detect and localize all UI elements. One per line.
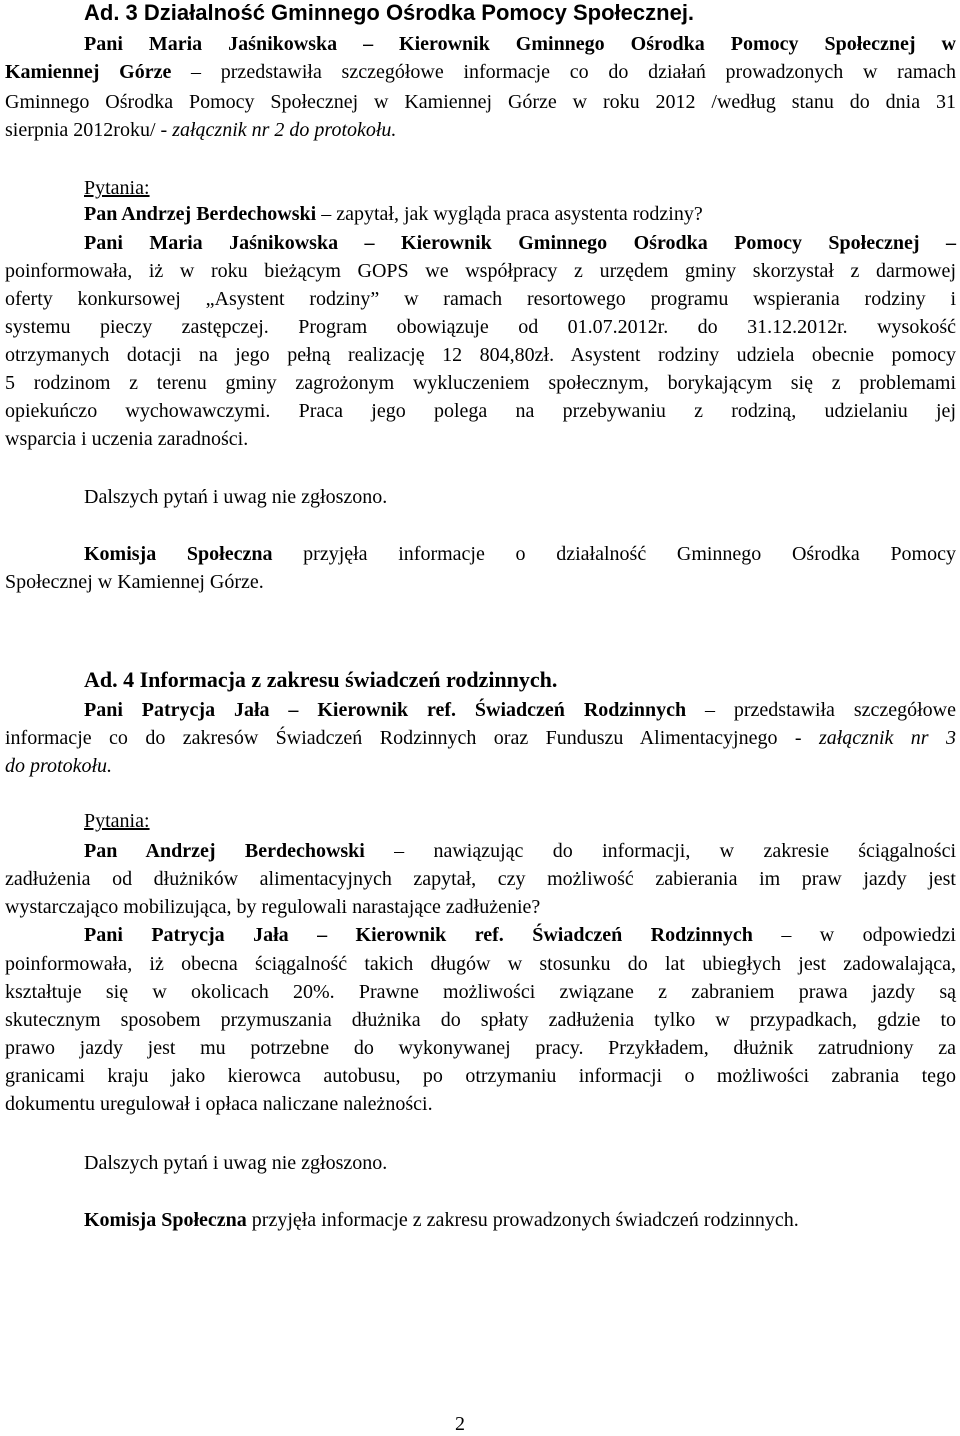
question-line: Pan Andrzej Berdechowski – nawiązując do informacji, w zakresie ściągalności bbox=[84, 840, 957, 862]
speaker-name: Pani Maria Jaśnikowska – Kierownik Gminnego Ośrodka Pomocy Społecznej w bbox=[84, 33, 956, 55]
speaker-name: Pani Patrycja Jała – Kierownik ref. Świadczeń Rodzinnych bbox=[84, 924, 753, 946]
no-more-questions: Dalszych pytań i uwag nie zgłoszono. bbox=[84, 486, 388, 508]
speaker-line bbox=[84, 30, 956, 58]
questions-label: Pytania: bbox=[84, 177, 150, 199]
speaker-line: Pani Patrycja Jała – Kierownik ref. Świadczeń Rodzinnych – w odpowiedzi bbox=[84, 924, 956, 946]
commission-decision: Komisja Społeczna przyjęła informacje z zakresu prowadzonych świadczeń rodzinnych. bbox=[84, 1209, 799, 1231]
speaker-name: Pani Patrycja Jała – Kierownik ref. Świadczeń Rodzinnych bbox=[84, 699, 687, 721]
paragraph-line: zadłużenia od dłużników alimentacyjnych zapytał, czy możliwość zabierania im praw jazdy jest bbox=[5, 868, 956, 890]
attachment-reference: do protokołu. bbox=[5, 755, 113, 777]
paragraph-line: oferty konkursowej „Asystent rodziny” w ramach resortowego programu wspierania rodziny i bbox=[5, 288, 956, 310]
commission-name: Komisja Społeczna bbox=[84, 1209, 247, 1231]
paragraph-line: otrzymanych dotacji na jego pełną realizację 12 804,80zł. Asystent rodziny udziela obecnie pomocy bbox=[5, 344, 956, 366]
paragraph-line: granicami kraju jako kierowca autobusu, po otrzymaniu informacji o możliwości zabrania tego bbox=[5, 1065, 956, 1087]
attachment-reference: załącznik nr 3 bbox=[818, 727, 957, 749]
paragraph-line: poinformowała, iż w roku bieżącym GOPS we współpracy z urzędem gminy skorzystał z darmowej bbox=[5, 260, 956, 282]
speaker-name: Pan Andrzej Berdechowski bbox=[84, 203, 317, 225]
attachment-reference: załącznik nr 2 do protokołu. bbox=[172, 119, 397, 141]
paragraph-line: wystarczająco mobilizująca, by regulowali narastające zadłużenie? bbox=[5, 896, 541, 918]
commission-name: Komisja Społeczna bbox=[84, 543, 273, 565]
paragraph-line: sierpnia 2012roku/ - załącznik nr 2 do protokołu. bbox=[5, 119, 397, 141]
page-number: 2 bbox=[455, 1413, 465, 1435]
speaker-line: Pani Patrycja Jała – Kierownik ref. Świadczeń Rodzinnych – przedstawiła szczegółowe bbox=[84, 699, 957, 721]
paragraph-line: Społecznej w Kamiennej Górze. bbox=[5, 571, 264, 593]
no-more-questions: Dalszych pytań i uwag nie zgłoszono. bbox=[84, 1152, 388, 1174]
paragraph-line: dokumentu uregulował i opłaca naliczane należności. bbox=[5, 1093, 433, 1115]
speaker-name: Pan Andrzej Berdechowski bbox=[84, 840, 365, 862]
paragraph-line: opiekuńczo wychowawczymi. Praca jego polega na przebywaniu z rodziną, udzielaniu jej bbox=[5, 400, 956, 422]
section-4-heading: Ad. 4 Informacja z zakresu świadczeń rodzinnych. bbox=[84, 667, 558, 692]
commission-decision: Komisja Społeczna przyjęła informacje o działalność Gminnego Ośrodka Pomocy bbox=[84, 543, 956, 565]
questions-label: Pytania: bbox=[84, 810, 150, 832]
paragraph-line: informacje co do zakresów Świadczeń Rodzinnych oraz Funduszu Alimentacyjnego - załącznik nr 3 bbox=[5, 727, 957, 749]
paragraph-line: Gminnego Ośrodka Pomocy Społecznej w Kamiennej Górze w roku 2012 /według stanu do dnia 31 bbox=[5, 91, 956, 113]
paragraph-line: poinformowała, iż obecna ściągalność takich długów w stosunku do lat ubiegłych jest zadowalająca, bbox=[5, 953, 956, 975]
paragraph-line: wsparcia i uczenia zaradności. bbox=[5, 428, 249, 450]
paragraph-line: prawo jazdy jest mu potrzebne do wykonywanej pracy. Przykładem, dłużnik zatrudniony za bbox=[5, 1037, 956, 1059]
paragraph-line: systemu pieczy zastępczej. Program obowiązuje od 01.07.2012r. do 31.12.2012r. wysokość bbox=[5, 316, 956, 338]
paragraph-line: skutecznym sposobem przymuszania dłużnika do spłaty zadłużenia tylko w przypadkach, gdzie to bbox=[5, 1009, 956, 1031]
speaker-name: Kamiennej Górze bbox=[5, 61, 172, 83]
paragraph-line: 5 rodzinom z terenu gminy zagrożonym wykluczeniem społecznym, borykającym się z problemami bbox=[5, 372, 956, 394]
paragraph-line: Kamiennej Górze – przedstawiła szczegółowe informacje co do działań prowadzonych w ramach bbox=[5, 61, 957, 83]
speaker-line: Pani Maria Jaśnikowska – Kierownik Gminnego Ośrodka Pomocy Społecznej – bbox=[84, 232, 956, 254]
paragraph-line: kształtuje się w okolicach 20%. Prawne możliwości związane z zabraniem prawa jazdy są bbox=[5, 981, 956, 1003]
section-3-heading: Ad. 3 Działalność Gminnego Ośrodka Pomocy Społecznej. bbox=[84, 0, 695, 25]
question-line: Pan Andrzej Berdechowski – zapytał, jak wygląda praca asystenta rodziny? bbox=[84, 203, 703, 225]
